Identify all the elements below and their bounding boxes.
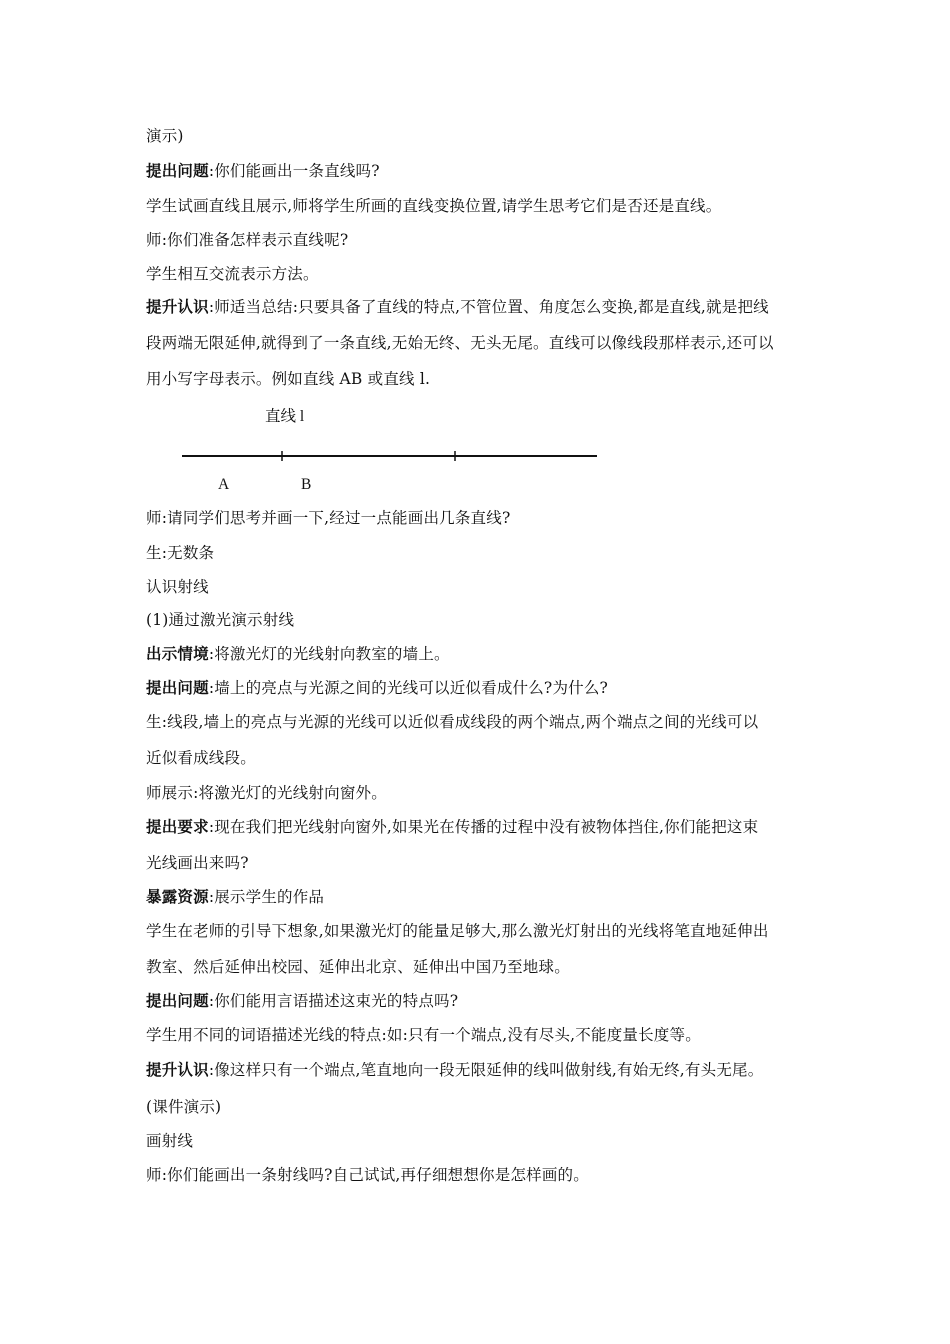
text-line: 教室、然后延伸出校园、延伸出北京、延伸出中国乃至地球。 <box>146 958 570 976</box>
text-line: 生:线段,墙上的亮点与光源的光线可以近似看成线段的两个端点,两个端点之间的光线可以 <box>146 713 759 731</box>
text-line: 演示) <box>146 127 184 145</box>
text-line: 师:请同学们思考并画一下,经过一点能画出几条直线? <box>146 509 511 527</box>
text-line: (1)通过激光演示射线 <box>146 611 295 629</box>
text-line: 近似看成线段。 <box>146 749 256 767</box>
text-line: 学生在老师的引导下想象,如果激光灯的能量足够大,那么激光灯射出的光线将笔直地延伸出 <box>146 922 769 940</box>
text-line: 用小写字母表示。例如直线 AB 或直线 l. <box>146 370 431 388</box>
text-line: 画射线 <box>146 1132 194 1150</box>
text-line: 认识射线 <box>146 578 209 596</box>
text-line: 段两端无限延伸,就得到了一条直线,无始无终、无头无尾。直线可以像线段那样表示,还可以 <box>146 334 774 352</box>
figure-title: 直线 l <box>265 408 305 425</box>
point-b-label: B <box>301 476 312 493</box>
text-line: 提升认识:像这样只有一个端点,笔直地向一段无限延伸的线叫做射线,有始无终,有头无尾。 <box>146 1060 764 1079</box>
text-line: 学生相互交流表示方法。 <box>146 265 319 283</box>
text-line: (课件演示) <box>146 1098 222 1116</box>
text-line: 提出问题:你们能用言语描述这束光的特点吗? <box>146 991 459 1010</box>
text-line: 提出问题:墙上的亮点与光源之间的光线可以近似看成什么?为什么? <box>146 678 609 697</box>
text-line: 暴露资源:展示学生的作品 <box>146 887 325 906</box>
text-line: 提出要求:现在我们把光线射向窗外,如果光在传播的过程中没有被物体挡住,你们能把这束 <box>146 817 759 836</box>
text-line: 学生用不同的词语描述光线的特点:如:只有一个端点,没有尽头,不能度量长度等。 <box>146 1026 701 1044</box>
point-a-label: A <box>218 476 230 493</box>
text-line: 提升认识:师适当总结:只要具备了直线的特点,不管位置、角度怎么变换,都是直线,就是把线 <box>146 297 769 316</box>
text-line: 学生试画直线且展示,师将学生所画的直线变换位置,请学生思考它们是否还是直线。 <box>146 197 722 215</box>
text-line: 出示情境:将激光灯的光线射向教室的墙上。 <box>146 644 450 663</box>
line-diagram <box>0 0 950 500</box>
text-line: 提出问题:你们能画出一条直线吗? <box>146 161 380 180</box>
text-line: 师:你们准备怎样表示直线呢? <box>146 231 349 249</box>
text-line: 师:你们能画出一条射线吗?自己试试,再仔细想想你是怎样画的。 <box>146 1166 589 1184</box>
text-line: 师展示:将激光灯的光线射向窗外。 <box>146 784 387 802</box>
text-line: 生:无数条 <box>146 544 215 562</box>
text-line: 光线画出来吗? <box>146 854 249 872</box>
